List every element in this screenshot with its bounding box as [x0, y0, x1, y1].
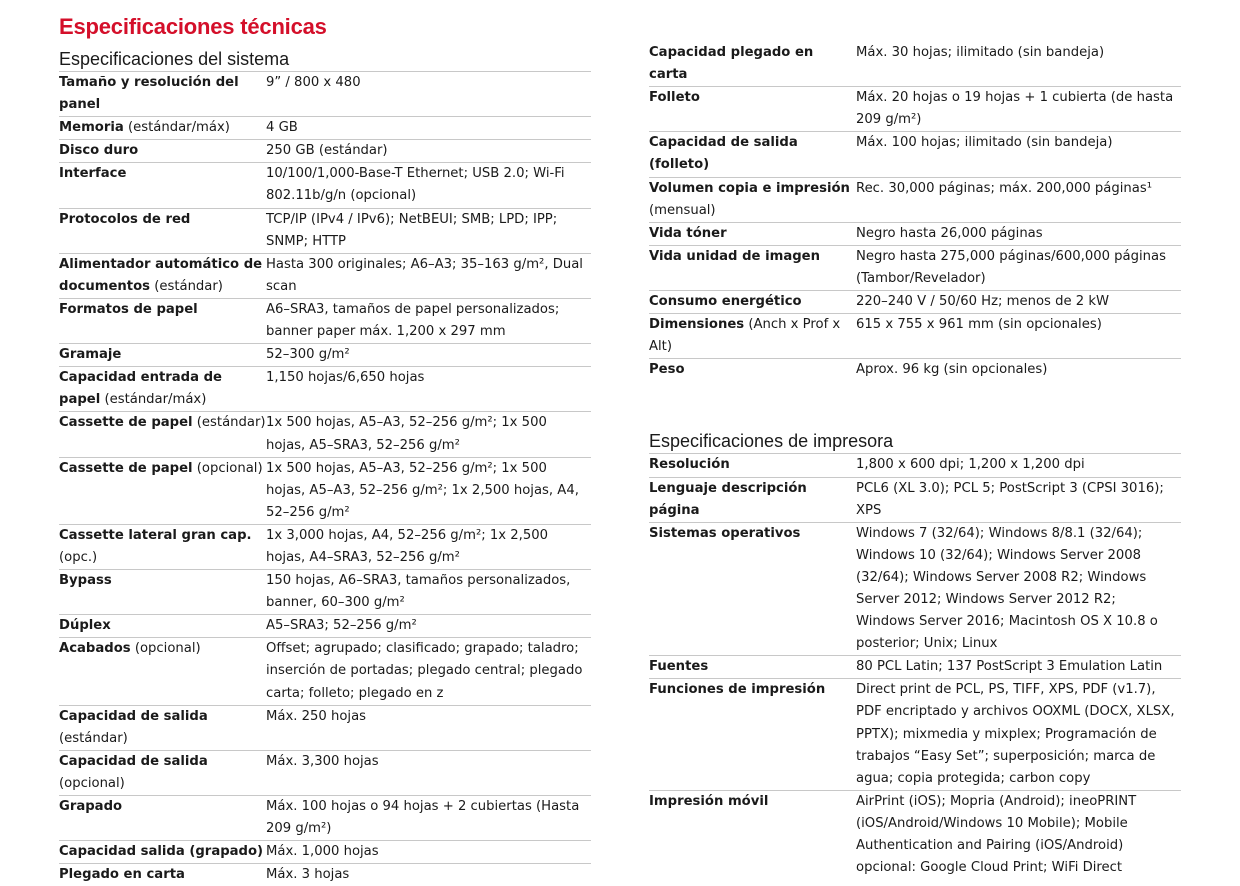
- spec-label-text: Plegado en carta: [59, 867, 185, 883]
- spec-label-text: Capacidad plegado en carta: [649, 45, 814, 83]
- spec-label: [59, 367, 266, 411]
- spec-row: [649, 87, 1181, 132]
- spec-label: [59, 299, 266, 343]
- spec-label: [59, 254, 266, 298]
- spec-value: Máx. 3,300 hojas: [266, 753, 379, 769]
- printer-specs-heading: Especificaciones de impresora: [649, 431, 894, 452]
- spec-value: PCL6 (XL 3.0); PCL 5; PostScript 3 (CPSI 3016); XPS: [856, 480, 1164, 518]
- spec-row: [649, 454, 1181, 477]
- spec-value: Máx. 3 hojas: [266, 867, 350, 883]
- spec-row: [59, 638, 591, 705]
- spec-label: [59, 72, 266, 116]
- spec-row: [59, 864, 591, 886]
- spec-value: 10/100/1,000-Base-T Ethernet; USB 2.0; Wi-Fi 802.11b/g/n (opcional): [266, 166, 565, 204]
- spec-label-text: Protocolos de red: [59, 211, 191, 227]
- spec-row: [59, 163, 591, 208]
- spec-label: [649, 523, 856, 656]
- spec-label-text: Cassette de papel: [59, 415, 193, 431]
- spec-value: Máx. 30 hojas; ilimitado (sin bandeja): [856, 45, 1105, 60]
- spec-label-text: Impresión móvil: [649, 793, 769, 809]
- system-specs-heading: Especificaciones del sistema: [59, 49, 290, 69]
- spec-label-text: Capacidad de salida: [59, 753, 208, 769]
- spec-row: [649, 132, 1181, 177]
- spec-label-note: (opc.): [59, 549, 98, 565]
- spec-label-text: Consumo energético: [649, 294, 802, 310]
- spec-label: [59, 140, 266, 162]
- spec-row: [59, 140, 591, 163]
- spec-label: [59, 751, 266, 795]
- spec-label: [59, 796, 266, 840]
- spec-label-text: Grapado: [59, 799, 123, 814]
- spec-value: A6–SRA3, tamaños de papel personalizados; banner paper máx. 1,200 x 297 mm: [266, 301, 560, 340]
- system-specs-table: [59, 71, 591, 886]
- spec-value: Máx. 100 hojas; ilimitado (sin bandeja): [856, 135, 1113, 151]
- spec-label-text: Funciones de impresión: [649, 682, 826, 698]
- spec-label-text: Vida tóner: [649, 225, 727, 241]
- spec-label-note: (estándar/máx): [100, 392, 207, 408]
- spec-row: [649, 523, 1181, 657]
- spec-value: Rec. 30,000 páginas; máx. 200,000 páginas¹: [856, 180, 1153, 196]
- spec-label: [59, 841, 266, 863]
- spec-label: [649, 791, 856, 879]
- spec-value: Offset; agrupado; clasificado; grapado; taladro; inserción de portadas; plegado central; plegado carta; folleto; plegado en z: [266, 641, 583, 701]
- spec-value: Negro hasta 26,000 páginas: [856, 225, 1043, 241]
- spec-row: [59, 458, 591, 525]
- spec-row: [59, 841, 591, 864]
- spec-label-text: Folleto: [649, 90, 700, 106]
- spec-label-text: Gramaje: [59, 347, 122, 363]
- spec-label: [649, 679, 856, 789]
- spec-label: [649, 246, 856, 290]
- spec-label-note: (mensual): [649, 202, 716, 218]
- page-title: Especificaciones técnicas: [59, 14, 327, 39]
- spec-label: [649, 454, 856, 476]
- spec-label-text: Capacidad de salida (folleto): [649, 135, 798, 173]
- spec-label-text: Formatos de papel: [59, 301, 198, 317]
- spec-label-note: (estándar/máx): [123, 120, 230, 136]
- spec-label: [59, 412, 266, 456]
- spec-label-text: Bypass: [59, 573, 112, 589]
- spec-value: Windows 7 (32/64); Windows 8/8.1 (32/64); Windows 10 (32/64); Windows Server 2008 (32/64); Windows Server 2008 R2; Windows Server 2012; Windows Server 2012 R2; Windows Server 2016; Macintosh OS X 10.8 o posterior; Unix; Linux: [856, 525, 1158, 652]
- spec-label-text: Capacidad salida (grapado): [59, 844, 264, 860]
- spec-value: 1x 500 hojas, A5–A3, 52–256 g/m²; 1x 500 hojas, A5–A3, 52–256 g/m²; 1x 2,500 hojas, A4, 52–256 g/m²: [266, 460, 579, 520]
- spec-label-note: (opcional): [192, 460, 263, 476]
- spec-label: [649, 223, 856, 245]
- spec-value: 220–240 V / 50/60 Hz; menos de 2 kW: [856, 294, 1110, 310]
- spec-label-text: Vida unidad de imagen: [649, 248, 820, 264]
- spec-row: [59, 796, 591, 841]
- system-specs-table-continued: [649, 42, 1181, 381]
- spec-value: Hasta 300 originales; A6–A3; 35–163 g/m², Dual scan: [266, 256, 583, 294]
- spec-value: Aprox. 96 kg (sin opcionales): [856, 362, 1048, 378]
- left-column: [59, 47, 591, 886]
- spec-label-note: (Anch x Prof x Alt): [649, 317, 841, 355]
- spec-label-text: Dúplex: [59, 618, 111, 634]
- spec-label: [59, 344, 266, 366]
- spec-row: [649, 178, 1181, 223]
- spec-label: [649, 314, 856, 358]
- spec-value: 4 GB: [266, 120, 298, 136]
- spec-label-text: Disco duro: [59, 143, 139, 159]
- spec-label: [649, 42, 856, 86]
- spec-label: [649, 359, 856, 381]
- spec-label: [59, 525, 266, 569]
- spec-label-text: Peso: [649, 362, 685, 378]
- spec-row: [59, 570, 591, 615]
- spec-value: Máx. 250 hojas: [266, 708, 367, 724]
- spec-label: [59, 117, 266, 139]
- spec-label-text: Capacidad entrada de papel: [59, 370, 222, 408]
- spec-label-text: Sistemas operativos: [649, 525, 801, 541]
- spec-value: Máx. 20 hojas o 19 hojas + 1 cubierta (de hasta 209 g/m²): [856, 90, 1174, 128]
- spec-label-text: Capacidad de salida: [59, 708, 208, 724]
- spec-value: 52–300 g/m²: [266, 347, 350, 363]
- spec-row: [59, 299, 591, 344]
- spec-label: [649, 132, 856, 176]
- spec-label-note: (estándar): [192, 415, 266, 431]
- spec-row: [59, 706, 591, 751]
- spec-label-note: (opcional): [59, 775, 125, 791]
- spec-row: [649, 679, 1181, 790]
- spec-label-text: Alimentador automático de documentos: [59, 256, 263, 294]
- spec-label: [649, 178, 856, 222]
- spec-value: 1x 3,000 hojas, A4, 52–256 g/m²; 1x 2,500 hojas, A4–SRA3, 52–256 g/m²: [266, 527, 549, 565]
- spec-row: [59, 72, 591, 117]
- spec-value: Direct print de PCL, PS, TIFF, XPS, PDF (v1.7), PDF encriptado y archivos OOXML (DOCX, XLSX, PPTX); mixmedia y mixplex; Programación de trabajos “Easy Set”; superposición; marca de agua; copia protegida; carbon copy: [856, 682, 1175, 786]
- spec-value: 1,150 hojas/6,650 hojas: [266, 370, 425, 386]
- spec-value: TCP/IP (IPv4 / IPv6); NetBEUI; SMB; LPD; IPP; SNMP; HTTP: [266, 211, 558, 249]
- right-column: [649, 42, 1181, 879]
- spec-row: [649, 791, 1181, 879]
- spec-label: [59, 163, 266, 207]
- spec-row: [649, 656, 1181, 679]
- spec-label-note: (estándar): [150, 278, 223, 294]
- printer-specs-table: [649, 453, 1181, 879]
- spec-row: [59, 412, 591, 457]
- spec-value: 1x 500 hojas, A5–A3, 52–256 g/m²; 1x 500 hojas, A5–SRA3, 52–256 g/m²: [266, 415, 547, 453]
- spec-value: A5–SRA3; 52–256 g/m²: [266, 618, 417, 634]
- spec-label-text: Lenguaje descripción página: [649, 480, 807, 518]
- spec-label: [59, 458, 266, 524]
- spec-row: [59, 367, 591, 412]
- spec-label: [59, 706, 266, 750]
- spec-value: Máx. 1,000 hojas: [266, 844, 379, 860]
- spec-value: 1,800 x 600 dpi; 1,200 x 1,200 dpi: [856, 457, 1085, 473]
- spec-value: 150 hojas, A6–SRA3, tamaños personalizados, banner, 60–300 g/m²: [266, 573, 571, 611]
- spec-row: [59, 615, 591, 638]
- spec-label: [649, 656, 856, 678]
- spec-label-text: Acabados: [59, 641, 131, 657]
- spec-row: [649, 223, 1181, 246]
- spec-value: 80 PCL Latin; 137 PostScript 3 Emulation Latin: [856, 659, 1163, 675]
- spec-row: [649, 291, 1181, 314]
- spec-value: 615 x 755 x 961 mm (sin opcionales): [856, 317, 1102, 333]
- spec-label-text: Resolución: [649, 457, 730, 473]
- spec-row: [649, 478, 1181, 523]
- spec-label-text: Fuentes: [649, 659, 709, 675]
- spec-row: [59, 751, 591, 796]
- spec-label: [59, 864, 266, 886]
- spec-label-note: (opcional): [130, 641, 201, 657]
- spec-label: [59, 615, 266, 637]
- spec-row: [649, 246, 1181, 291]
- spec-label-text: Volumen copia e impresión: [649, 180, 850, 196]
- spec-value: Negro hasta 275,000 páginas/600,000 páginas (Tambor/Revelador): [856, 248, 1166, 286]
- spec-value: AirPrint (iOS); Mopria (Android); ineoPRINT (iOS/Android/Windows 10 Mobile); Mobile Authentication and Pairing (iOS/Android) opcional: Google Cloud Print; WiFi Direct: [856, 793, 1137, 876]
- spec-row: [59, 525, 591, 570]
- spec-label: [649, 478, 856, 522]
- spec-row: [59, 117, 591, 140]
- spec-row: [59, 209, 591, 254]
- spec-label-text: Interface: [59, 166, 127, 182]
- spec-label-text: Cassette de papel: [59, 460, 193, 476]
- spec-value: Máx. 100 hojas o 94 hojas + 2 cubiertas (Hasta 209 g/m²): [266, 799, 580, 837]
- spec-label-text: Tamaño y resolución del panel: [59, 75, 239, 113]
- spec-row: [649, 359, 1181, 381]
- spec-row: [649, 42, 1181, 87]
- spec-row: [59, 344, 591, 367]
- spec-label: [59, 638, 266, 704]
- spec-label-note: (estándar): [59, 730, 128, 746]
- spec-label: [59, 209, 266, 253]
- spec-label: [649, 291, 856, 313]
- spec-label-text: Memoria: [59, 120, 124, 136]
- spec-label: [649, 87, 856, 131]
- spec-value: 250 GB (estándar): [266, 143, 388, 159]
- spec-label-text: Cassette lateral gran cap.: [59, 527, 252, 543]
- spec-label: [59, 570, 266, 614]
- spec-row: [649, 314, 1181, 359]
- spec-label-text: Dimensiones: [649, 317, 745, 333]
- spec-row: [59, 254, 591, 299]
- spec-value: 9” / 800 x 480: [266, 75, 361, 90]
